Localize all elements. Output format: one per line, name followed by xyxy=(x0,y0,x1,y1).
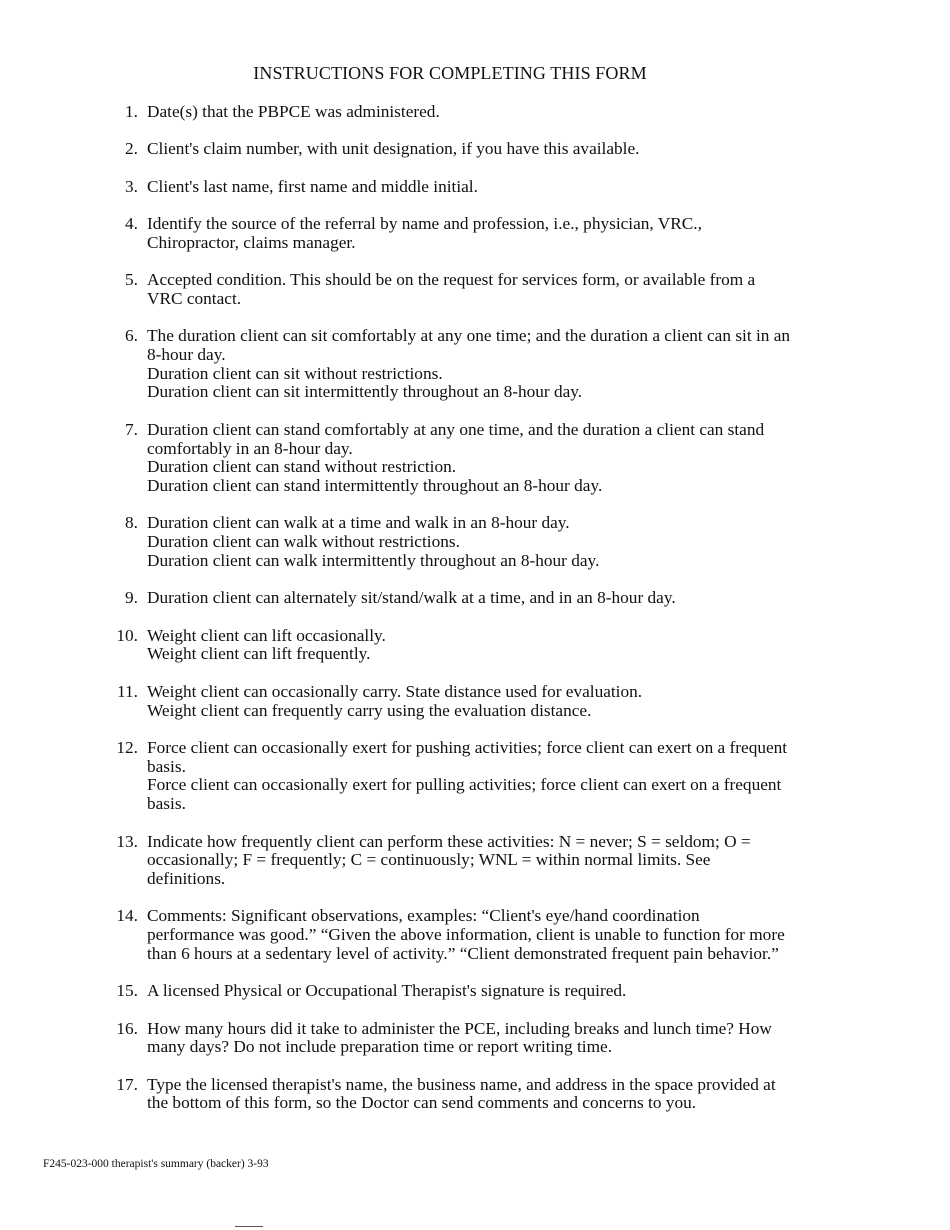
instruction-text xyxy=(147,907,860,963)
instruction-item xyxy=(100,833,860,889)
instruction-line: performance was good.” “Given the above information, client is unable to function for more xyxy=(147,925,785,945)
instruction-text xyxy=(147,178,860,197)
instruction-number: 16. xyxy=(116,1018,138,1038)
instruction-text xyxy=(147,982,860,1001)
instruction-line: Type the licensed therapist's name, the business name, and address in the space provided at xyxy=(147,1074,776,1094)
instruction-item xyxy=(100,327,860,402)
instruction-line: VRC contact. xyxy=(147,288,242,308)
instruction-number: 6. xyxy=(125,326,138,346)
instruction-text xyxy=(147,271,860,309)
instruction-item xyxy=(100,215,860,253)
instruction-line: Duration client can walk at a time and walk in an 8-hour day. xyxy=(147,513,570,533)
instruction-line: Accepted condition. This should be on the request for services form, or available from a xyxy=(147,269,756,289)
instruction-line: Date(s) that the PBPCE was administered. xyxy=(147,102,440,121)
instruction-line: Weight client can occasionally carry. State distance used for evaluation. xyxy=(147,681,643,701)
instruction-number: 3. xyxy=(125,176,138,196)
instruction-number: 13. xyxy=(116,831,138,851)
instruction-line: Chiropractor, claims manager. xyxy=(147,232,356,252)
instruction-line: 8-hour day. xyxy=(147,344,226,364)
instruction-line: many days? Do not include preparation time or report writing time. xyxy=(147,1037,613,1057)
instruction-line: Weight client can lift frequently. xyxy=(147,644,371,664)
instruction-line: Identify the source of the referral by name and profession, i.e., physician, VRC., xyxy=(147,213,702,233)
instruction-item xyxy=(100,907,860,963)
instruction-item xyxy=(100,1076,860,1114)
instruction-line: occasionally; F = frequently; C = continuously; WNL = within normal limits. See xyxy=(147,850,711,870)
instruction-line: Force client can occasionally exert for pushing activities; force client can exert on a frequent xyxy=(147,737,788,757)
instruction-number: 4. xyxy=(125,213,138,233)
instruction-number: 12. xyxy=(116,737,138,757)
instruction-text xyxy=(147,421,860,496)
instruction-number: 15. xyxy=(116,981,138,1001)
instruction-text xyxy=(147,627,860,665)
instruction-list xyxy=(100,103,860,1132)
instruction-text xyxy=(147,833,860,889)
instruction-number: 9. xyxy=(125,588,138,608)
instruction-text xyxy=(147,514,860,570)
instruction-line: Duration client can stand intermittently throughout an 8-hour day. xyxy=(147,476,603,496)
page-title: INSTRUCTIONS FOR COMPLETING THIS FORM xyxy=(253,63,647,83)
instruction-line: Duration client can alternately sit/stand/walk at a time, and in an 8-hour day. xyxy=(147,588,676,608)
instruction-line: Indicate how frequently client can perform these activities: N = never; S = seldom; O = xyxy=(147,831,751,851)
instruction-text xyxy=(147,215,860,253)
instruction-item xyxy=(100,739,860,814)
instruction-number: 5. xyxy=(125,269,138,289)
instruction-line: Client's claim number, with unit designation, if you have this available. xyxy=(147,139,640,159)
instruction-text xyxy=(147,327,860,402)
instruction-line: Weight client can lift occasionally. xyxy=(147,625,386,645)
instruction-item xyxy=(100,982,860,1001)
instruction-line: than 6 hours at a sedentary level of activity.” “Client demonstrated frequent pain behavior.” xyxy=(147,944,779,963)
instruction-text xyxy=(147,1020,860,1058)
instruction-item xyxy=(100,627,860,665)
instruction-line: comfortably in an 8-hour day. xyxy=(147,438,353,458)
instruction-line: Weight client can frequently carry using the evaluation distance. xyxy=(147,700,592,720)
instruction-item xyxy=(100,140,860,159)
decorative-mark xyxy=(235,1226,263,1227)
instruction-line: Duration client can walk intermittently throughout an 8-hour day. xyxy=(147,551,600,571)
instruction-line: Client's last name, first name and middle initial. xyxy=(147,176,478,196)
instruction-line: Duration client can stand without restriction. xyxy=(147,457,457,477)
instruction-line: A licensed Physical or Occupational Therapist's signature is required. xyxy=(147,981,627,1001)
instruction-item xyxy=(100,271,860,309)
instruction-line: The duration client can sit comfortably at any one time; and the duration a client can sit in an xyxy=(147,326,791,346)
instruction-text xyxy=(147,1076,860,1114)
instruction-line: Force client can occasionally exert for pulling activities; force client can exert on a frequent xyxy=(147,775,782,795)
instruction-line: definitions. xyxy=(147,869,226,889)
instruction-line: How many hours did it take to administer the PCE, including breaks and lunch time? How xyxy=(147,1018,772,1038)
instruction-line: Duration client can sit intermittently throughout an 8-hour day. xyxy=(147,382,583,402)
instruction-line: Duration client can stand comfortably at any one time, and the duration a client can stand xyxy=(147,419,765,439)
instruction-text xyxy=(147,140,860,159)
instruction-item xyxy=(100,421,860,496)
instruction-item xyxy=(100,514,860,570)
instruction-number: 7. xyxy=(125,419,138,439)
instruction-item xyxy=(100,103,860,122)
instruction-item xyxy=(100,178,860,197)
instruction-number: 10. xyxy=(116,625,138,645)
instruction-text xyxy=(147,683,860,721)
instruction-item xyxy=(100,589,860,608)
instruction-text xyxy=(147,739,860,814)
instruction-number: 14. xyxy=(116,906,138,926)
instruction-line: the bottom of this form, so the Doctor can send comments and concerns to you. xyxy=(147,1093,697,1113)
instruction-number: 17. xyxy=(116,1074,138,1094)
instruction-line: basis. xyxy=(147,756,186,776)
instruction-line: Comments: Significant observations, examples: “Client's eye/hand coordination xyxy=(147,906,700,926)
form-code-footer: F245-023-000 therapist's summary (backer) 3-93 xyxy=(43,1158,269,1170)
instruction-text xyxy=(147,589,860,608)
instruction-number: 8. xyxy=(125,513,138,533)
instruction-number: 11. xyxy=(117,681,138,701)
instruction-text xyxy=(147,103,860,122)
instruction-item xyxy=(100,1020,860,1058)
instruction-line: Duration client can sit without restrictions. xyxy=(147,363,443,383)
instruction-number: 1. xyxy=(125,102,138,121)
instruction-item xyxy=(100,683,860,721)
instruction-line: Duration client can walk without restrictions. xyxy=(147,532,460,552)
instruction-line: basis. xyxy=(147,794,186,814)
instruction-number: 2. xyxy=(125,139,138,159)
